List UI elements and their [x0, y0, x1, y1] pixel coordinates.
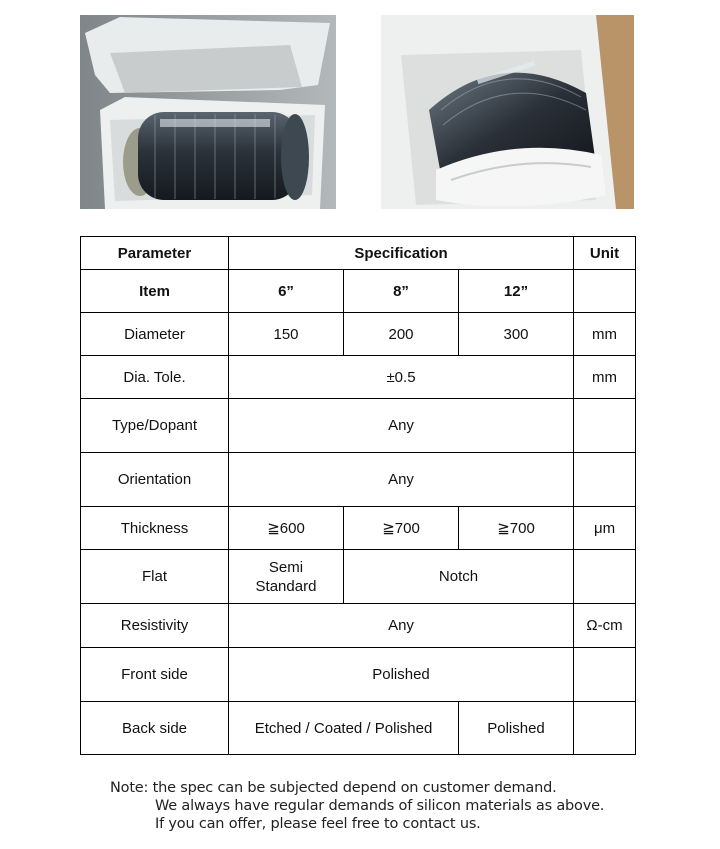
diameter-12: 300 — [459, 313, 574, 356]
orientation-unit-empty — [574, 453, 636, 507]
size-6-inch: 6” — [229, 270, 344, 313]
header-parameter: Parameter — [81, 237, 229, 270]
resistivity-unit: Ω-cm — [574, 604, 636, 648]
table-row-type-dopant — [81, 399, 636, 453]
dia-tole-value: ±0.5 — [229, 356, 574, 399]
item-row — [81, 270, 636, 313]
type-dopant-value: Any — [229, 399, 574, 453]
wafer-box-vertical-image — [381, 15, 634, 209]
size-12-inch: 12” — [459, 270, 574, 313]
type-dopant-unit-empty — [574, 399, 636, 453]
item-label: Item — [81, 270, 229, 313]
flat-6-line1: Semi — [268, 558, 304, 576]
front-side-unit-empty — [574, 648, 636, 702]
orientation-label: Orientation — [81, 453, 229, 507]
flat-label: Flat — [81, 550, 229, 604]
note-line-1: Note: the spec can be subjected depend on customer demand. — [110, 780, 557, 796]
diameter-label: Diameter — [81, 313, 229, 356]
table-row-thickness — [81, 507, 636, 550]
diameter-8: 200 — [344, 313, 459, 356]
table-header-row — [81, 237, 636, 270]
note-line-3: If you can offer, please feel free to contact us. — [155, 816, 481, 832]
flat-6-line2: Standard — [255, 577, 317, 595]
wafer-box-horizontal-image — [80, 15, 336, 209]
dia-tole-unit: mm — [574, 356, 636, 399]
wafer-spec-table — [80, 236, 636, 755]
flat-8-12: Notch — [344, 550, 574, 604]
table-row-diameter — [81, 313, 636, 356]
front-side-value: Polished — [229, 648, 574, 702]
front-side-label: Front side — [81, 648, 229, 702]
diameter-6: 150 — [229, 313, 344, 356]
flat-unit-empty — [574, 550, 636, 604]
thickness-12: ≧700 — [459, 507, 574, 550]
table-row-resistivity — [81, 604, 636, 648]
table-row-flat — [81, 550, 636, 604]
table-row-front-side — [81, 648, 636, 702]
thickness-unit: μm — [574, 507, 636, 550]
dia-tole-label: Dia. Tole. — [81, 356, 229, 399]
table-row-orientation — [81, 453, 636, 507]
table-row-back-side — [81, 702, 636, 755]
type-dopant-label: Type/Dopant — [81, 399, 229, 453]
thickness-8: ≧700 — [344, 507, 459, 550]
size-8-inch: 8” — [344, 270, 459, 313]
resistivity-value: Any — [229, 604, 574, 648]
back-side-label: Back side — [81, 702, 229, 755]
thickness-6: ≧600 — [229, 507, 344, 550]
orientation-value: Any — [229, 453, 574, 507]
wafer-box-photo-left — [80, 15, 336, 209]
header-specification: Specification — [229, 237, 574, 270]
back-side-unit-empty — [574, 702, 636, 755]
resistivity-label: Resistivity — [81, 604, 229, 648]
wafer-box-photo-right — [381, 15, 634, 209]
item-unit-empty — [574, 270, 636, 313]
note-line-2: We always have regular demands of silicon materials as above. — [155, 798, 605, 814]
thickness-label: Thickness — [81, 507, 229, 550]
diameter-unit: mm — [574, 313, 636, 356]
header-unit: Unit — [574, 237, 636, 270]
back-side-6-8: Etched / Coated / Polished — [229, 702, 459, 755]
table-row-dia-tole — [81, 356, 636, 399]
flat-6 — [229, 550, 344, 604]
back-side-12: Polished — [459, 702, 574, 755]
footnote — [110, 779, 604, 833]
